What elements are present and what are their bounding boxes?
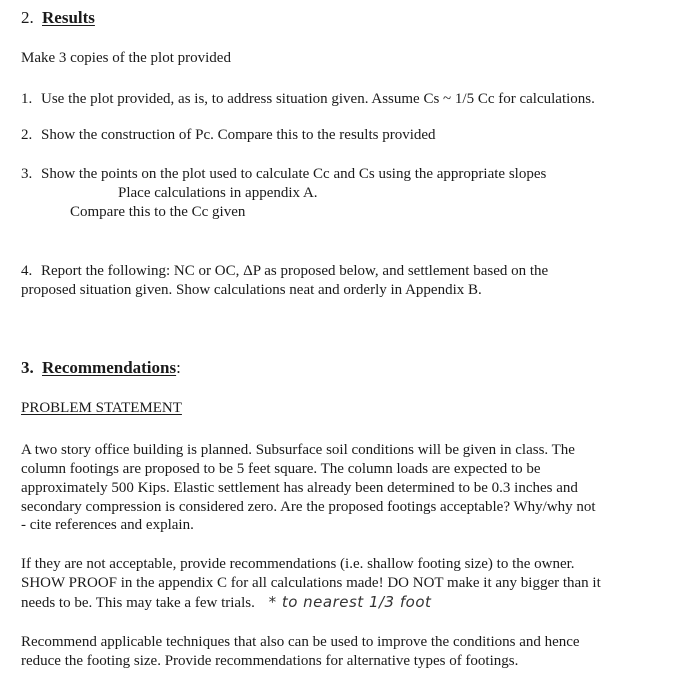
paragraph-line: approximately 500 Kips. Elastic settlement has already been determined to be 0.3 inches and	[21, 480, 578, 496]
results-item-2	[21, 126, 436, 145]
paragraph-line: column footings are proposed to be 5 feet square. The column loads are expected to be	[21, 461, 541, 477]
problem-statement-title: PROBLEM STATEMENT	[21, 400, 182, 416]
paragraph-line: If they are not acceptable, provide recommendations (i.e. shallow footing size) to the owner.	[21, 556, 575, 572]
item-number: 1.	[21, 91, 33, 107]
paragraph-line: A two story office building is planned. Subsurface soil conditions will be given in class. The	[21, 442, 575, 458]
results-item-4	[21, 262, 548, 281]
item-text: Show the points on the plot used to calculate Cc and Cs using the appropriate slopes	[41, 166, 547, 182]
item-number: 4.	[21, 263, 33, 279]
results-item-1	[21, 90, 595, 109]
item-text: Show the construction of Pc. Compare this to the results provided	[41, 127, 436, 143]
results-item-4-line2: proposed situation given. Show calculations neat and orderly in Appendix B.	[21, 282, 482, 298]
handwritten-note: * to nearest 1/3 foot	[268, 593, 432, 611]
results-item-3-sub1: Place calculations in appendix A.	[118, 185, 318, 201]
paragraph-line: - cite references and explain.	[21, 517, 194, 533]
recommendations-heading-number: 3.	[21, 358, 34, 377]
paragraph-line: Recommend applicable techniques that also can be used to improve the conditions and hence	[21, 634, 580, 650]
results-heading-number: 2.	[21, 8, 34, 27]
paragraph-line: secondary compression is considered zero. Are the proposed footings acceptable? Why/why not	[21, 499, 596, 515]
item-number: 3.	[21, 166, 33, 182]
results-heading	[21, 8, 95, 27]
results-item-3-sub2: Compare this to the Cc given	[70, 204, 246, 220]
results-heading-title: Results	[42, 8, 95, 27]
paragraph-line	[21, 593, 431, 613]
item-number: 2.	[21, 127, 33, 143]
results-item-3	[21, 165, 546, 184]
results-intro: Make 3 copies of the plot provided	[21, 50, 231, 66]
recommendations-heading-title: Recommendations	[42, 358, 177, 377]
recommendations-heading	[21, 358, 181, 377]
paragraph-line-text: needs to be. This may take a few trials.	[21, 595, 255, 611]
paragraph-line: reduce the footing size. Provide recommendations for alternative types of footings.	[21, 653, 519, 669]
recommendations-heading-suffix: :	[176, 358, 181, 377]
item-text-line1: Report the following: NC or OC, ΔP as proposed below, and settlement based on the	[41, 263, 549, 279]
paragraph-line: SHOW PROOF in the appendix C for all calculations made! DO NOT make it any bigger than it	[21, 575, 601, 591]
item-text: Use the plot provided, as is, to address situation given. Assume Cs ~ 1/5 Cc for calculations.	[41, 91, 595, 107]
